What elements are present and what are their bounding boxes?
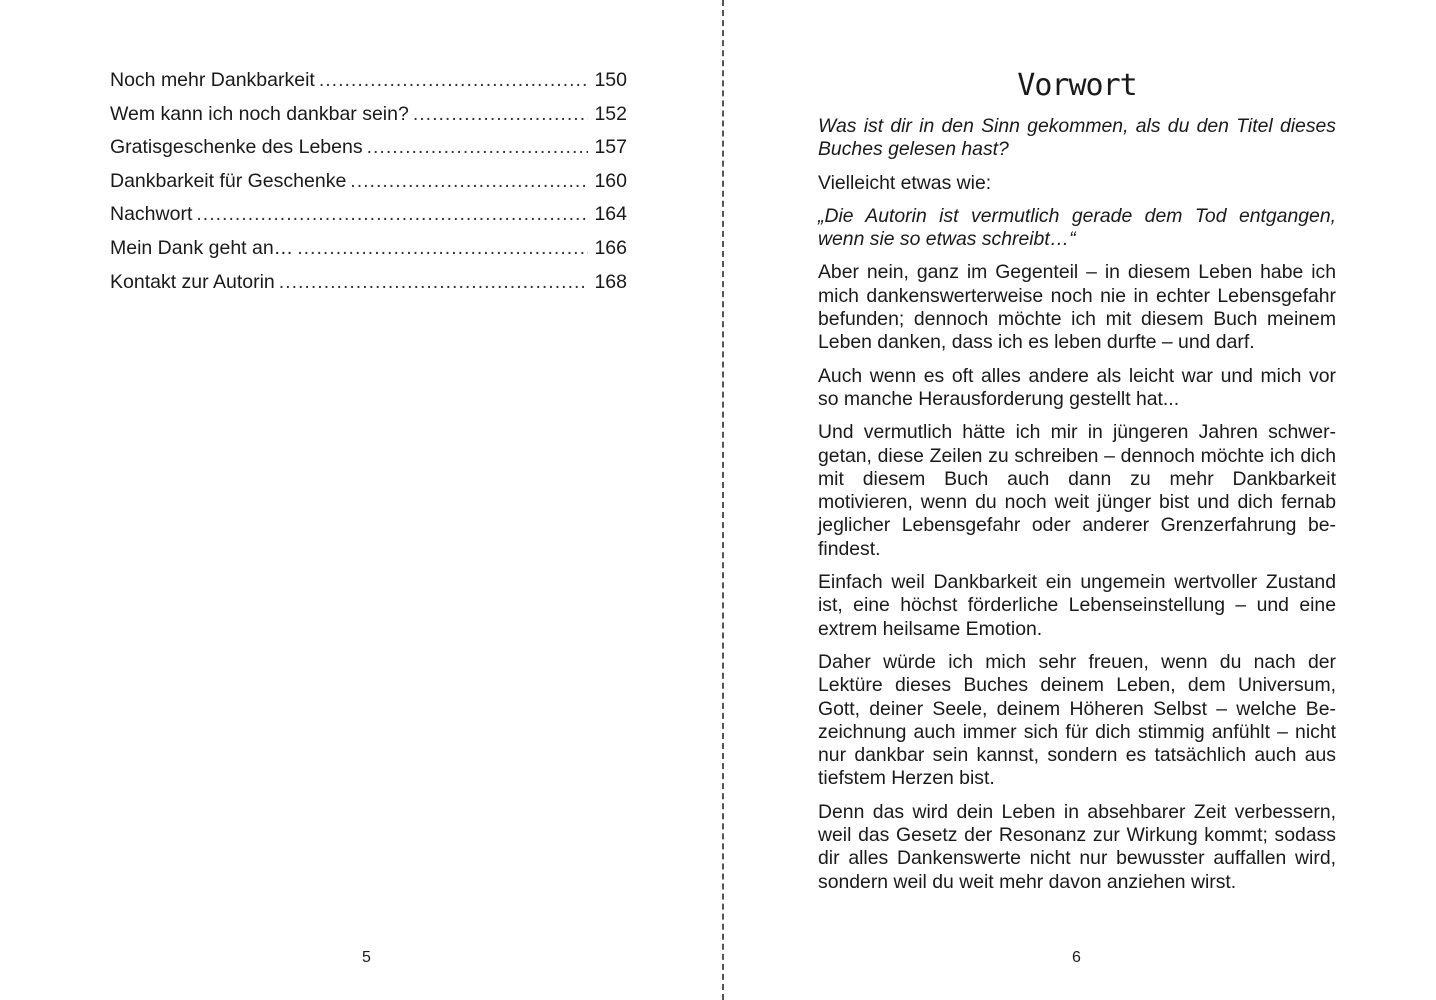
- right-page: [724, 0, 1436, 1000]
- toc-entry: [110, 234, 627, 268]
- toc-entry: [110, 268, 627, 302]
- toc-entry-page: 152: [594, 102, 627, 125]
- paragraph: Auch wenn es oft alles andere als leicht war und mich vor so manche Herausforderung gestellt hat...: [818, 364, 1336, 410]
- paragraph: Aber nein, ganz im Gegenteil – in diesem Leben habe ich mich dankenswerterweise noch nie in echter Lebensgefahr befunden; dennoch möchte ich mit diesem Buch meinem Leben danken, dass ich es leben durfte – und darf.: [818, 261, 1336, 354]
- toc-dot-leader: [196, 200, 588, 228]
- toc-dot-leader: [297, 234, 588, 262]
- toc-dot-leader: [319, 66, 589, 94]
- toc-dot-leader: [279, 268, 589, 296]
- paragraph: Vielleicht etwas wie:: [818, 171, 992, 194]
- toc-entry-page: 150: [594, 69, 627, 91]
- toc-dot-leader: [350, 167, 588, 195]
- page-number-left: 5: [362, 949, 371, 966]
- toc-entry: [110, 167, 627, 201]
- page-number-right: 6: [1072, 949, 1081, 966]
- toc-entry: [110, 66, 627, 100]
- chapter-body: [818, 115, 1336, 904]
- toc-entry-page: 168: [594, 270, 627, 293]
- paragraph: Und vermutlich hätte ich mir in jüngeren Jahren schwergetan, diese Zeilen zu schreiben – dennoch möchte ich dich mit diesem Buch auch dann zu mehr Dankbarkeit motivieren, wenn du noch weit jünger bist und dich fernab jeglicher Lebensgefahr oder anderer Grenzerfahrung befindest.: [818, 421, 1336, 560]
- paragraph: Daher würde ich mich sehr freuen, wenn du nach der Lektüre dieses Buches deinem Leben, dem Universum, Gott, deiner Seele, deinem Höheren Selbst – welche Bezeichnung auch immer sich für dich stimmig anfühlt – nicht nur dankbar sein kannst, sondern es tatsächlich auch aus tiefstem Herzen bist.: [818, 650, 1336, 790]
- toc-entry-title: Nachwort: [110, 203, 193, 226]
- toc-entry-page: 157: [594, 136, 627, 159]
- paragraph: Einfach weil Dankbarkeit ein ungemein wertvoller Zustand ist, eine höchst förderliche Lebenseinstellung – und eine extrem heilsame Emotion.: [818, 571, 1336, 640]
- toc-entry-title: Wem kann ich noch dankbar sein?: [110, 102, 409, 125]
- chapter-title: Vorwort: [1017, 68, 1137, 103]
- toc-entry-title: Gratisgeschenke des Lebens: [110, 136, 363, 159]
- toc-entry-title: Mein Dank geht an…: [110, 236, 294, 259]
- toc-entry-title: Kontakt zur Autorin: [110, 270, 275, 293]
- toc-entry-page: 164: [594, 203, 627, 226]
- toc-entry-title: Dankbarkeit für Geschenke: [110, 169, 347, 192]
- table-of-contents: [110, 66, 627, 301]
- toc-dot-leader: [367, 133, 589, 161]
- toc-entry-page: 166: [594, 236, 627, 259]
- paragraph: Denn das wird dein Leben in absehbarer Zeit verbessern, weil das Gesetz der Resonanz zur Wirkung kommt; sodass dir alles Dankenswerte nicht nur bewusster auffallen wird, sondern weil du weit mehr davon anziehen wirst.: [818, 800, 1336, 893]
- paragraph-quote: „Die Autorin ist vermutlich gerade dem Tod entgangen, wenn sie so etwas schreibt…“: [818, 204, 1336, 251]
- toc-dot-leader: [413, 100, 589, 128]
- toc-entry-title: Noch mehr Dankbarkeit: [110, 69, 315, 91]
- toc-entry: [110, 133, 627, 167]
- toc-entry: [110, 100, 627, 134]
- toc-entry: [110, 200, 627, 234]
- toc-entry-page: 160: [594, 169, 627, 192]
- paragraph-intro-question: Was ist dir in den Sinn gekommen, als du den Titel dieses Buches gelesen hast?: [818, 115, 1336, 161]
